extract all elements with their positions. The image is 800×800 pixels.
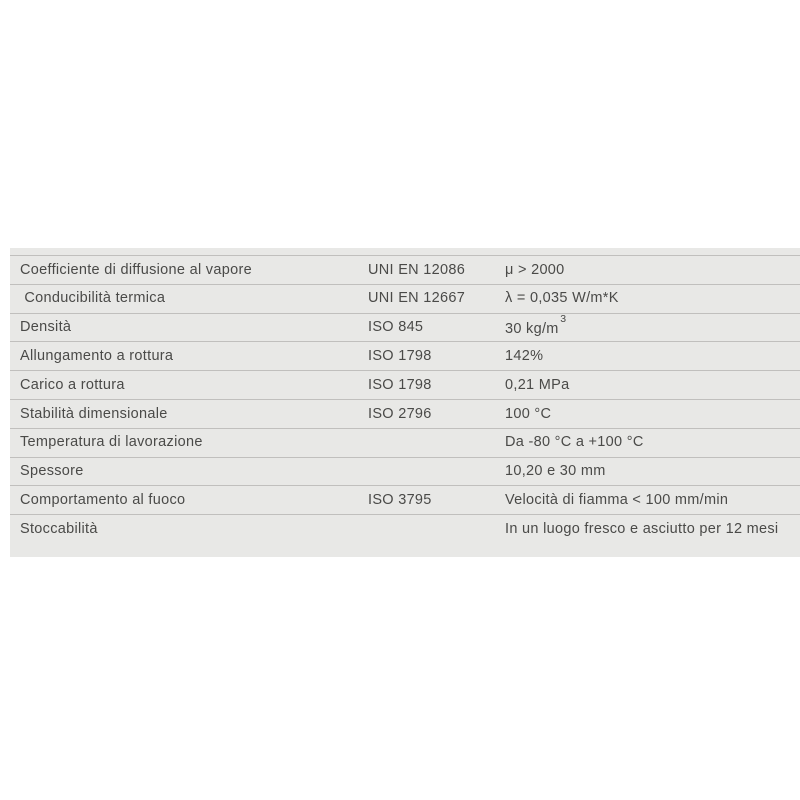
standard-cell: ISO 845 (368, 319, 424, 336)
property-cell: Carico a rottura (20, 376, 125, 393)
property-cell: Stabilità dimensionale (20, 405, 168, 422)
table-row (10, 370, 800, 399)
value-cell (505, 435, 800, 450)
property-cell: Stoccabilità (20, 520, 98, 537)
value-cell (505, 263, 800, 278)
value-cell (505, 493, 800, 508)
value-text: In un luogo fresco e asciutto per 12 mesi (505, 520, 779, 537)
value-superscript: 3 (560, 312, 567, 325)
value-text: λ = 0,035 W/m*K (505, 290, 619, 307)
value-cell (505, 407, 800, 422)
table-row (10, 399, 800, 428)
value-cell (505, 291, 800, 306)
property-cell: Temperatura di lavorazione (20, 434, 203, 451)
value-text: 100 °C (505, 405, 552, 422)
value-text: μ > 2000 (505, 261, 565, 278)
property-cell: Coefficiente di diffusione al vapore (20, 261, 252, 278)
property-cell: Allungamento a rottura (20, 348, 174, 365)
value-text: 30 kg/m (505, 320, 559, 337)
standard-cell: ISO 3795 (368, 492, 432, 509)
table-row (10, 313, 800, 342)
value-cell (505, 312, 800, 337)
value-text: 142% (505, 348, 544, 365)
table-row (10, 485, 800, 514)
value-cell (505, 378, 800, 393)
table-row (10, 255, 800, 284)
value-cell (505, 464, 800, 479)
value-cell (505, 522, 800, 537)
table-row (10, 514, 800, 543)
table-row (10, 428, 800, 457)
value-text: Da -80 °C a +100 °C (505, 434, 644, 451)
table-row (10, 284, 800, 313)
standard-cell: ISO 2796 (368, 405, 432, 422)
value-cell (505, 349, 800, 364)
standard-cell: UNI EN 12667 (368, 290, 466, 307)
property-cell: Conducibilità termica (20, 290, 166, 307)
standard-cell: ISO 1798 (368, 376, 432, 393)
property-cell: Comportamento al fuoco (20, 492, 186, 509)
spec-table (10, 248, 800, 557)
standard-cell: UNI EN 12086 (368, 261, 466, 278)
table-row (10, 457, 800, 486)
value-text: 0,21 MPa (505, 376, 570, 393)
standard-cell: ISO 1798 (368, 348, 432, 365)
property-cell: Spessore (20, 463, 84, 480)
value-text: 10,20 e 30 mm (505, 463, 606, 480)
value-text: Velocità di fiamma < 100 mm/min (505, 492, 729, 509)
table-row (10, 341, 800, 370)
property-cell: Densità (20, 319, 72, 336)
